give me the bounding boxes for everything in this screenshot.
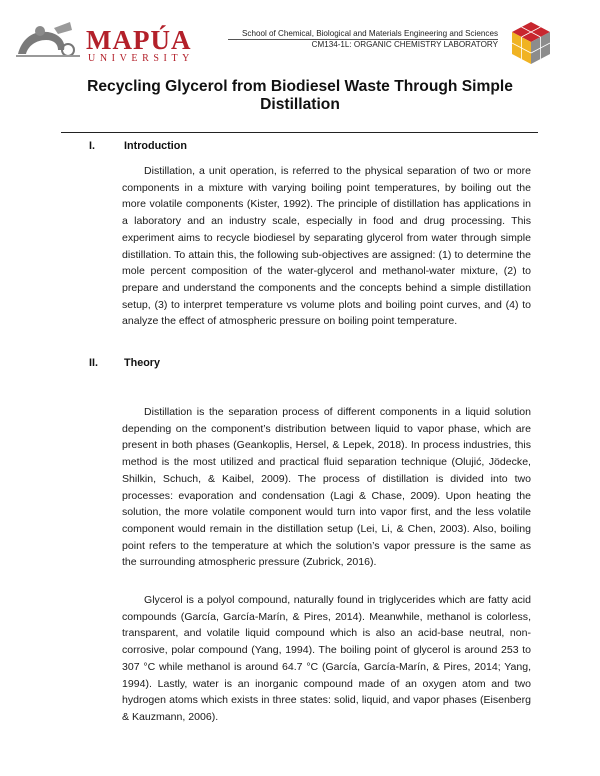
page-header bbox=[0, 0, 600, 70]
course-code: CM134-1L: ORGANIC CHEMISTRY LABORATORY bbox=[228, 39, 498, 50]
document-title: Recycling Glycerol from Biodiesel Waste Through Simple Distillation bbox=[87, 78, 513, 113]
theory-paragraph-2: Glycerol is a polyol compound, naturally found in triglycerides which are fatty acid compounds (García, García-Marín, & Pires, 2014). Meanwhile, methanol is colorless, transparent, and volatile liquid compound which is also an acid-base neutral, non-corrosive, polar compound (Yang, 1994). The boiling point of glycerol is around 253 to 307 °C while methanol is around 64.7 °C (García, García-Marín, & Pires, 2014; Yang, 1994). Lastly, water is an inorganic compound made of an oxygen atom and two hydrogen atoms which exists in three states: solid, liquid, and vapor phases (Eisenberg & Kauzmann, 2006). bbox=[122, 594, 531, 723]
section-number: I. bbox=[89, 140, 95, 152]
school-name: School of Chemical, Biological and Materials Engineering and Sciences bbox=[242, 29, 498, 38]
theory-paragraph-1: Distillation is the separation process of different components in a liquid solution depending on the component’s distribution between liquid to vapor phase, which are present in both phases (Geankoplis, Hersel, & Lepek, 2018). In process industries, this method is the most utilized and practical fluid separation technique (Olujić, Jödecke, Shilkin, Schuch, & Kaibel, 2009). The process of distillation is divided into two processes: evaporation and condensation (Lagi & Chase, 2009). Upon heating the solution, the more volatile component would turn into vapor first, and the less volatile component would remain in the distillation setup (Lei, Li, & Chen, 2003). Also, boiling point refers to the temperature at which the solution’s vapor pressure is the same as the surrounding atmospheric pressure (Zubrick, 2016). bbox=[122, 406, 531, 569]
section-introduction-heading bbox=[89, 140, 187, 152]
section-title: Theory bbox=[124, 357, 160, 369]
school-info bbox=[200, 29, 498, 50]
logo-subtitle: UNIVERSITY bbox=[88, 53, 194, 64]
section-title: Introduction bbox=[124, 140, 187, 152]
title-divider bbox=[61, 132, 538, 133]
section-number: II. bbox=[89, 357, 98, 369]
logo-name: MAPÚA bbox=[86, 25, 192, 55]
introduction-paragraph: Distillation, a unit operation, is referred to the physical separation of two or more components in a mixture with varying boiling point temperatures, by boiling out the more volatile components (Kister, 1992). The principle of distillation has applications in a laboratory and an industry scale, especially in food and drug processing. This experiment aims to recycle biodiesel by separating glycerol from water through simple distillation. To attain this, the following sub-objectives are assigned: (1) to determine the mole percent composition of the water-glycerol and methanol-water mixture, (2) to prepare and understand the components and the concepts behind a simple distillation setup, (3) to interpret temperature vs volume plots and boiling point curves, and (4) to analyze the effect of atmospheric pressure on boiling point temperature. bbox=[122, 165, 531, 328]
university-logo bbox=[86, 25, 194, 65]
department-cube-icon bbox=[508, 20, 554, 66]
mapua-seal-icon bbox=[14, 20, 84, 60]
section-theory-heading bbox=[89, 357, 160, 369]
